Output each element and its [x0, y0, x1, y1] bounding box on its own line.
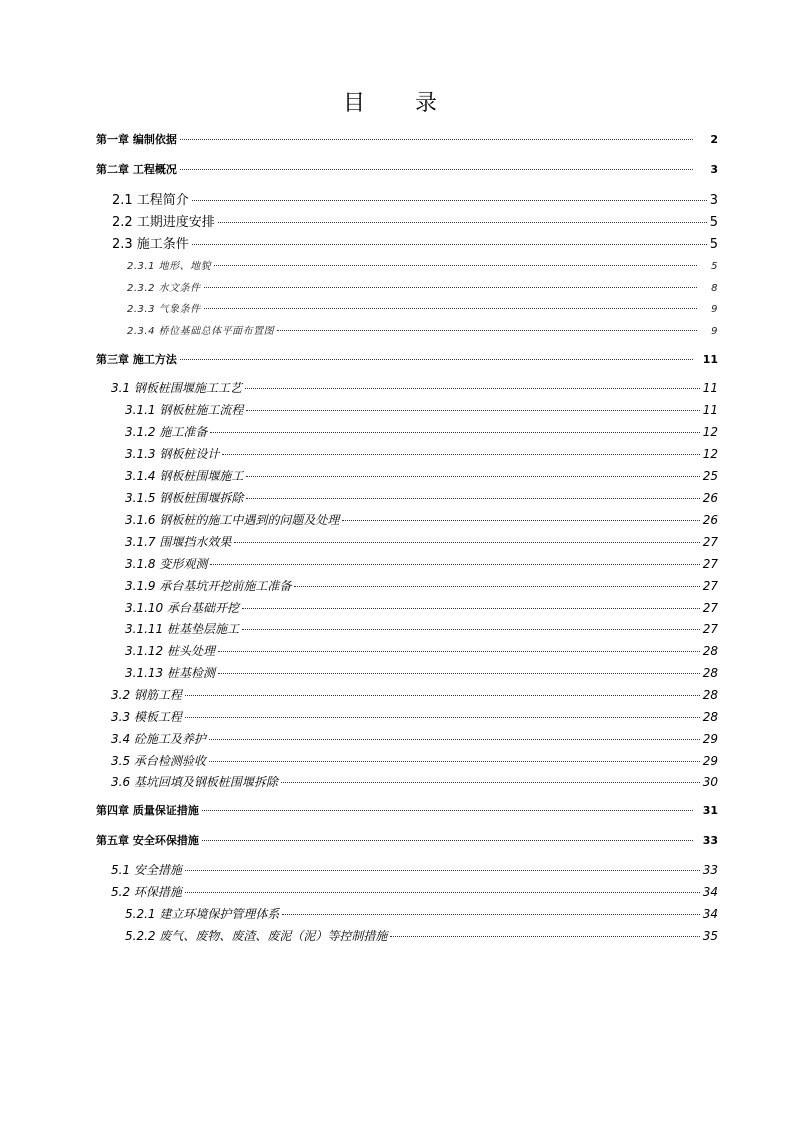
toc-entry-label: 2.3.1 地形、地貌	[127, 261, 212, 272]
toc-entry-label: 3.6 基坑回填及钢板桩围堰拆除	[111, 775, 278, 789]
toc-entry-label: 5.1 安全措施	[111, 863, 182, 877]
toc-entry-page: 27	[702, 535, 718, 549]
toc-entry-3-4[interactable]	[111, 730, 718, 747]
toc-entry-label: 3.1 钢板桩围堰施工工艺	[111, 381, 242, 395]
toc-entry-3-5[interactable]	[111, 752, 718, 769]
toc-entry-page: 5	[711, 261, 718, 272]
toc-entry-2-2[interactable]	[112, 211, 718, 230]
toc-entry-label: 3.5 承台检测验收	[111, 754, 206, 768]
toc-entry-label: 3.1.10 承台基础开挖	[125, 601, 239, 615]
toc-entry-label: 2.3.3 气象条件	[127, 304, 201, 315]
toc-entry-page: 25	[702, 469, 718, 483]
dot-leader	[202, 840, 693, 841]
toc-entry-page: 35	[702, 929, 718, 943]
toc-entry-label: 3.4 砼施工及养护	[111, 732, 206, 746]
toc-entry-chapter-1[interactable]	[96, 131, 718, 147]
dot-leader	[282, 914, 699, 915]
toc-entry-label: 3.1.6 钢板桩的施工中遇到的问题及处理	[125, 513, 340, 527]
dot-leader	[209, 739, 700, 740]
toc-entry-page: 28	[702, 688, 718, 702]
toc-entry-page: 12	[702, 425, 718, 439]
toc-entry-label: 第五章 安全环保措施	[96, 834, 199, 847]
toc-entry-3-1-9[interactable]	[125, 577, 718, 594]
dot-leader	[246, 410, 699, 411]
toc-entry-3-1-13[interactable]	[125, 664, 718, 681]
dot-leader	[218, 673, 700, 674]
dot-leader	[192, 244, 707, 245]
dot-leader	[185, 892, 700, 893]
toc-entry-label: 第一章 编制依据	[96, 133, 177, 146]
toc-entry-page: 33	[702, 834, 718, 847]
toc-entry-page: 11	[702, 381, 718, 395]
toc-entry-page: 11	[702, 353, 718, 366]
toc-entry-label: 5.2 环保措施	[111, 885, 182, 899]
toc-entry-page: 12	[702, 447, 718, 461]
dot-leader	[210, 432, 699, 433]
toc-entry-label: 2.3.2 水文条件	[127, 283, 201, 294]
toc-entry-label: 2.2 工期进度安排	[112, 215, 215, 230]
toc-entry-page: 3	[709, 193, 718, 208]
dot-leader	[242, 608, 700, 609]
toc-entry-2-3-1[interactable]	[127, 257, 718, 272]
toc-entry-label: 3.1.1 钢板桩施工流程	[125, 403, 244, 417]
toc-entry-page: 9	[711, 304, 718, 315]
toc-entry-label: 第三章 施工方法	[96, 353, 177, 366]
dot-leader	[218, 222, 707, 223]
dot-leader	[185, 695, 700, 696]
dot-leader	[214, 265, 697, 266]
dot-leader	[342, 520, 699, 521]
toc-entry-label: 3.1.7 围堰挡水效果	[125, 535, 232, 549]
toc-entry-page: 34	[702, 885, 718, 899]
toc-entry-page: 29	[702, 754, 718, 768]
dot-leader	[246, 476, 699, 477]
toc-entry-page: 28	[702, 644, 718, 658]
toc-entry-3-1-12[interactable]	[125, 642, 718, 659]
toc-entry-3-1-1[interactable]	[125, 401, 718, 418]
toc-entry-label: 3.1.3 钢板桩设计	[125, 447, 220, 461]
toc-entry-page: 28	[702, 710, 718, 724]
toc-entry-3-2[interactable]	[111, 686, 718, 703]
dot-leader	[192, 200, 707, 201]
dot-leader	[277, 330, 697, 331]
toc-entry-page: 26	[702, 491, 718, 505]
dot-leader	[185, 870, 700, 871]
toc-entry-chapter-2[interactable]	[96, 161, 718, 177]
toc-entry-page: 5	[709, 237, 718, 252]
toc-entry-page: 3	[710, 163, 718, 176]
dot-leader	[281, 782, 700, 783]
dot-leader	[180, 359, 693, 360]
toc-entry-5-2[interactable]	[111, 883, 718, 900]
toc-entry-page: 27	[702, 557, 718, 571]
dot-leader	[204, 287, 697, 288]
toc-entry-label: 3.1.8 变形观测	[125, 557, 208, 571]
dot-leader	[234, 542, 699, 543]
toc-entry-3-3[interactable]	[111, 708, 718, 725]
dot-leader	[246, 498, 699, 499]
toc-entry-3-6[interactable]	[111, 773, 718, 790]
toc-entry-label: 3.1.5 钢板桩围堰拆除	[125, 491, 244, 505]
toc-entry-label: 第四章 质量保证措施	[96, 804, 199, 817]
toc-entry-label: 5.2.1 建立环境保护管理体系	[125, 907, 280, 921]
toc-title: 目 录	[342, 91, 451, 116]
toc-entry-2-3-2[interactable]	[127, 279, 718, 294]
toc-entry-page: 30	[702, 775, 718, 789]
toc-entry-5-1[interactable]	[111, 861, 718, 878]
toc-entry-page: 28	[702, 666, 718, 680]
dot-leader	[242, 629, 700, 630]
toc-entry-3-1-5[interactable]	[125, 489, 718, 506]
toc-entry-page: 5	[709, 215, 718, 230]
toc-entry-page: 26	[702, 513, 718, 527]
toc-entry-label: 3.1.12 桩头处理	[125, 644, 215, 658]
toc-entry-3-1[interactable]	[111, 379, 718, 396]
toc-entry-label: 3.1.9 承台基坑开挖前施工准备	[125, 579, 292, 593]
toc-entry-label: 2.1 工程简介	[112, 193, 189, 208]
dot-leader	[210, 564, 699, 565]
toc-entry-2-1[interactable]	[112, 189, 718, 208]
dot-leader	[180, 139, 693, 140]
dot-leader	[245, 388, 700, 389]
dot-leader	[209, 761, 700, 762]
toc-entry-page: 33	[702, 863, 718, 877]
dot-leader	[202, 810, 693, 811]
toc-entry-chapter-4[interactable]	[96, 802, 718, 818]
toc-entry-page: 29	[702, 732, 718, 746]
dot-leader	[180, 169, 693, 170]
toc-entry-label: 3.1.13 桩基检测	[125, 666, 215, 680]
dot-leader	[218, 651, 700, 652]
toc-entry-label: 2.3 施工条件	[112, 237, 189, 252]
toc-entry-page: 27	[702, 579, 718, 593]
toc-entry-page: 11	[702, 403, 718, 417]
toc-entry-page: 31	[702, 804, 718, 817]
toc-entry-2-3-4[interactable]	[127, 322, 718, 337]
toc-entry-3-1-7[interactable]	[125, 533, 718, 550]
toc-entry-3-1-10[interactable]	[125, 599, 718, 616]
toc-entry-3-1-6[interactable]	[125, 511, 718, 528]
toc-entry-5-2-2[interactable]	[125, 927, 718, 944]
toc-entry-label: 3.1.2 施工准备	[125, 425, 208, 439]
dot-leader	[222, 454, 699, 455]
toc-entry-label: 5.2.2 废气、废物、废渣、废泥（泥）等控制措施	[125, 929, 388, 943]
toc-entry-page: 8	[711, 283, 718, 294]
toc-entry-label: 3.3 模板工程	[111, 710, 182, 724]
toc-entry-3-1-11[interactable]	[125, 620, 718, 637]
toc-entry-page: 27	[702, 622, 718, 636]
dot-leader	[390, 936, 699, 937]
toc-entry-5-2-1[interactable]	[125, 905, 718, 922]
toc-entry-label: 3.2 钢筋工程	[111, 688, 182, 702]
toc-entry-label: 3.1.11 桩基垫层施工	[125, 622, 239, 636]
toc-entry-3-1-2[interactable]	[125, 423, 718, 440]
toc-entry-page: 2	[710, 133, 718, 146]
dot-leader	[204, 308, 697, 309]
toc-entry-3-1-4[interactable]	[125, 467, 718, 484]
toc-entry-chapter-5[interactable]	[96, 832, 718, 848]
toc-entry-2-3[interactable]	[112, 233, 718, 252]
dot-leader	[185, 717, 700, 718]
toc-entry-chapter-3[interactable]	[96, 351, 718, 367]
toc-entry-label: 2.3.4 桥位基础总体平面布置图	[127, 326, 275, 337]
toc-entry-label: 3.1.4 钢板桩围堰施工	[125, 469, 244, 483]
toc-entry-3-1-3[interactable]	[125, 445, 718, 462]
toc-entry-2-3-3[interactable]	[127, 300, 718, 315]
toc-entry-page: 9	[711, 326, 718, 337]
toc-entry-label: 第二章 工程概况	[96, 163, 177, 176]
toc-entry-3-1-8[interactable]	[125, 555, 718, 572]
dot-leader	[294, 586, 699, 587]
toc-entry-page: 34	[702, 907, 718, 921]
toc-entry-page: 27	[702, 601, 718, 615]
